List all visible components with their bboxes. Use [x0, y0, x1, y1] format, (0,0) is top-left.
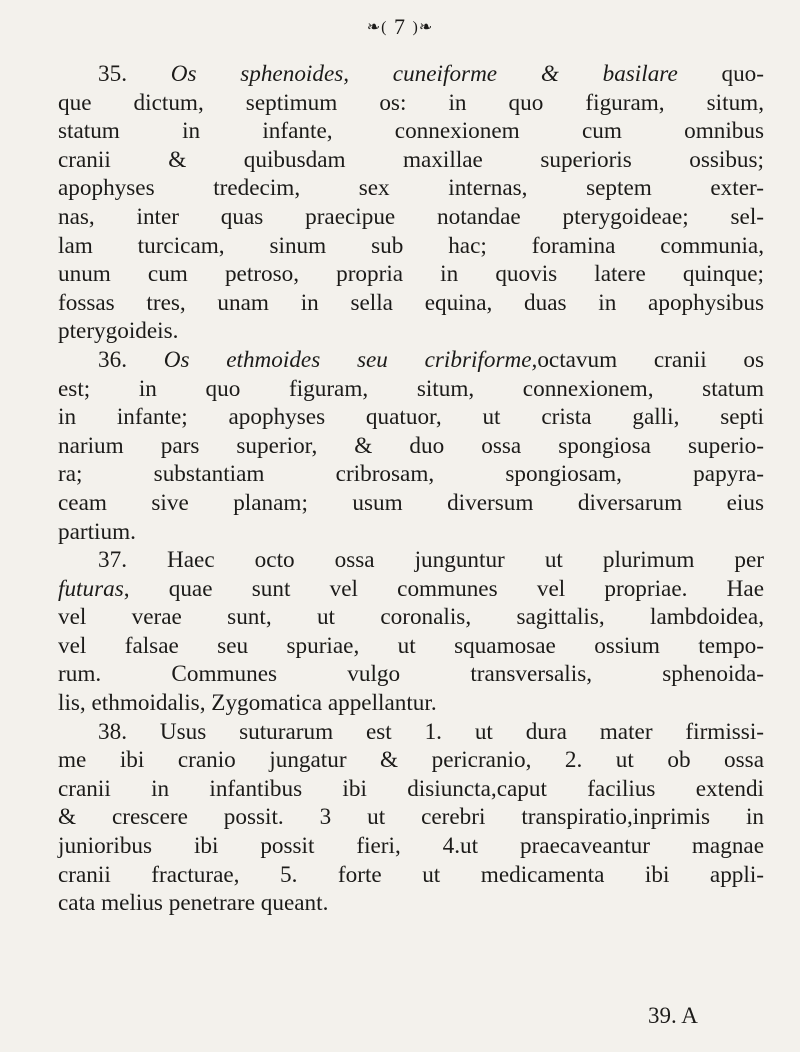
- page-header: [0, 14, 800, 40]
- line-text: narium pars superior, & duo ossa spongiosa superio-: [58, 432, 764, 459]
- ornament-right-icon: )❧: [412, 19, 434, 36]
- text-line: [58, 575, 764, 604]
- text-line: [58, 746, 764, 775]
- catchword: 39. A: [648, 1003, 698, 1028]
- line-text: pterygoideis.: [58, 318, 179, 345]
- text-line: [58, 232, 764, 261]
- text-line: [58, 146, 764, 175]
- text-line: [58, 174, 764, 203]
- line-text: & crescere possit. 3 ut cerebri transpiratio,inprimis in: [58, 804, 764, 831]
- line-text: 36.: [98, 346, 164, 373]
- italic-term: Os sphenoides, cuneiforme & basilare: [170, 61, 678, 87]
- text-line: [58, 518, 764, 547]
- line-text: junioribus ibi possit fieri, 4.ut praecaveantur magnae: [58, 833, 764, 860]
- text-line: [58, 489, 764, 518]
- text-line: [58, 660, 764, 689]
- line-text: 38. Usus suturarum est 1. ut dura mater firmissi-: [98, 718, 764, 745]
- text-line: [58, 117, 764, 146]
- line-text: fossas tres, unam in sella equina, duas in apophysibus: [58, 289, 764, 316]
- line-text: partium.: [58, 518, 136, 545]
- italic-term: Os ethmoides seu cribriforme,: [163, 346, 538, 373]
- line-text: 35.: [98, 61, 171, 87]
- paragraph-35: [58, 60, 764, 346]
- paragraph-38: [58, 718, 764, 918]
- ornament-left-icon: ❧(: [366, 19, 388, 36]
- line-text: ceam sive planam; usum diversum diversarum eius: [58, 489, 764, 516]
- line-text: vel verae sunt, ut coronalis, sagittalis, lambdoidea,: [58, 604, 764, 631]
- text-line: [58, 403, 764, 432]
- line-text: cranii fracturae, 5. forte ut medicamenta ibi appli-: [58, 861, 764, 888]
- line-text: quo-: [677, 61, 764, 87]
- text-line: [58, 718, 764, 747]
- text-line: [58, 203, 764, 232]
- text-line: [58, 89, 764, 118]
- line-text: in infante; apophyses quatuor, ut crista galli, septi: [58, 404, 764, 431]
- text-line: [58, 803, 764, 832]
- text-line: [58, 317, 764, 346]
- line-text: statum in infante, connexionem cum omnibus: [58, 118, 764, 145]
- text-line: [58, 832, 764, 861]
- line-text: nas, inter quas praecipue notandae pterygoideae; sel-: [58, 203, 764, 230]
- text-line: [58, 603, 764, 632]
- paragraph-37: [58, 546, 764, 718]
- line-text: cranii & quibusdam maxillae superioris ossibus;: [58, 146, 764, 173]
- text-line: [58, 346, 764, 375]
- text-line: [58, 775, 764, 804]
- line-text: me ibi cranio jungatur & pericranio, 2. ut ob ossa: [58, 747, 764, 774]
- line-text: octavum cranii os: [537, 346, 765, 373]
- line-text: que dictum, septimum os: in quo figuram, situm,: [58, 89, 764, 116]
- line-text: lam turcicam, sinum sub hac; foramina communia,: [58, 232, 764, 259]
- line-text: apophyses tredecim, sex internas, septem exter-: [58, 175, 764, 202]
- paragraph-36: [58, 346, 764, 546]
- line-text: ra; substantiam cribrosam, spongiosam, papyra-: [58, 461, 764, 488]
- line-text: vel falsae seu spuriae, ut squamosae ossium tempo-: [58, 632, 764, 659]
- text-line: [58, 689, 764, 718]
- text-body: [58, 60, 764, 918]
- text-line: [58, 889, 764, 918]
- text-line: [58, 60, 764, 89]
- text-line: [58, 289, 764, 318]
- line-text: rum. Communes vulgo transversalis, sphenoida-: [58, 661, 764, 688]
- line-text: , quae sunt vel communes vel propriae. Hae: [123, 575, 764, 602]
- text-line: [58, 260, 764, 289]
- line-text: est; in quo figuram, situm, connexionem, statum: [58, 375, 764, 402]
- line-text: unum cum petroso, propria in quovis latere quinque;: [58, 261, 764, 288]
- line-text: lis, ethmoidalis, Zygomatica appellantur.: [58, 690, 437, 717]
- text-line: [58, 460, 764, 489]
- text-line: [58, 432, 764, 461]
- text-line: [58, 861, 764, 890]
- text-line: [58, 546, 764, 575]
- line-text: cata melius penetrare queant.: [58, 890, 329, 917]
- text-line: [58, 632, 764, 661]
- italic-term: futuras: [58, 575, 124, 602]
- text-line: [58, 375, 764, 404]
- page-number: 7: [394, 14, 406, 39]
- line-text: cranii in infantibus ibi disiuncta,caput facilius extendi: [58, 775, 764, 802]
- line-text: 37. Haec octo ossa junguntur ut plurimum per: [98, 547, 764, 574]
